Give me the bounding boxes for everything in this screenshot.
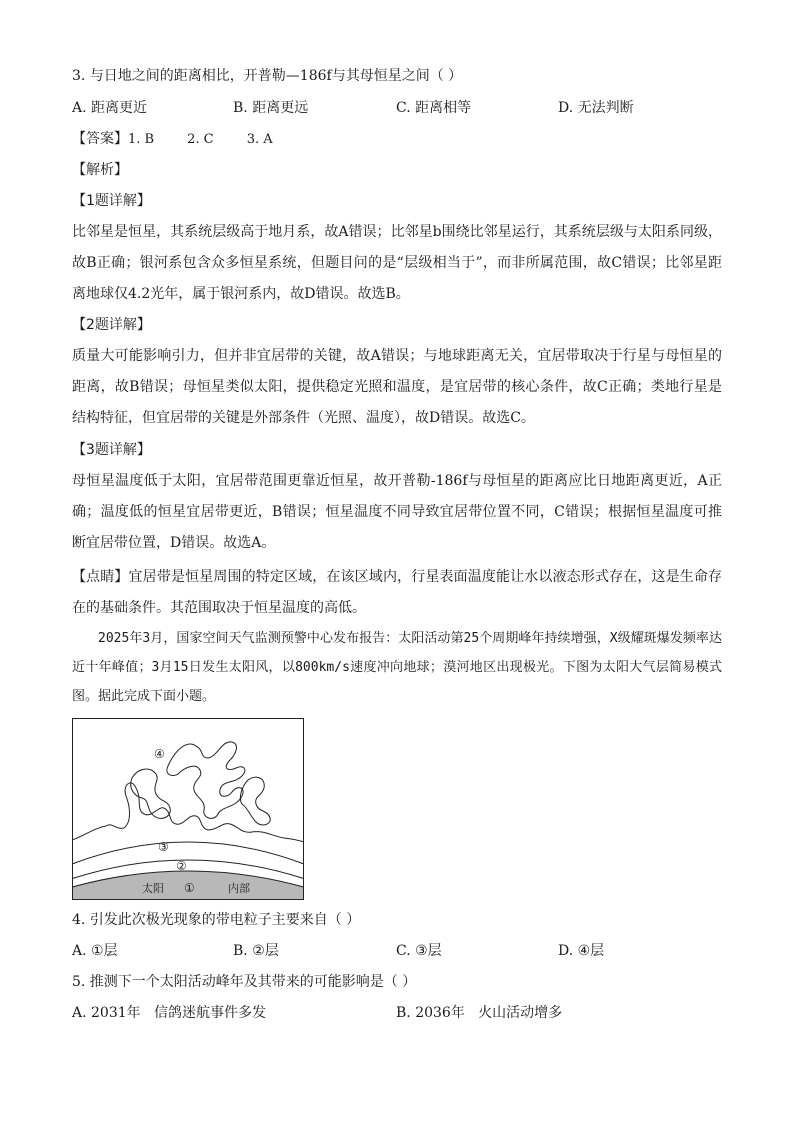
answer-label: 【答案】	[72, 131, 128, 147]
detail-1-text: 比邻星是恒星，其系统层级高于地月系，故A错误；比邻星b围绕比邻星运行，其系统层级与太阳系同级，故B正确；银河系包含众多恒星系统，但题目问的是“层级相当于”，而非所属范围，故C错误；比邻星距离地球仅4.2光年，属于银河系内，故D错误。故选B。	[72, 224, 722, 302]
q4-option-b: B. ②层	[233, 943, 279, 959]
q5-option-b: B. 2036年 火山活动增多	[396, 1005, 563, 1021]
detail-1-label: 【1题详解】	[72, 193, 151, 209]
tip-label: 【点睛】	[72, 569, 129, 585]
q5-option-a: A. 2031年 信鸽迷航事件多发	[72, 1005, 266, 1021]
material-text: 2025年3月，国家空间天气监测预警中心发布报告：太阳活动第25个周期峰年持续增强，X级耀斑爆发频率达近十年峰值；3月15日发生太阳风，以800km/s速度冲向地球；漠河地区出现极光。下图为太阳大气层简易模式图。据此完成下面小题。	[72, 631, 722, 704]
layer-3-label: ③	[158, 840, 169, 854]
detail-2-label: 【2题详解】	[72, 317, 151, 333]
analysis-label: 【解析】	[72, 162, 128, 178]
q3-option-b: B. 距离更远	[233, 100, 309, 116]
layer-1-label: ①	[184, 881, 195, 895]
tip-text: 宜居带是恒星周围的特定区域，在该区域内，行星表面温度能让水以液态形式存在，这是生命存在的基础条件。其范围取决于恒星温度的高低。	[72, 569, 723, 616]
tip-block	[72, 562, 722, 624]
detail-3-text: 母恒星温度低于太阳，宜居带范围更靠近恒星，故开普勒-186f与母恒星的距离应比日地距离更近，A正确；温度低的恒星宜居带更近，B错误；恒星温度不同导致宜居带位置不同，C错误；根据恒星温度可推断宜居带位置，D错误。故选A。	[72, 473, 722, 551]
q4-option-d: D. ④层	[558, 943, 605, 959]
detail-2-text: 质量大可能影响引力，但并非宜居带的关键，故A错误；与地球距离无关，宜居带取决于行星与母恒星的距离，故B错误；母恒星类似太阳，提供稳定光照和温度，是宜居带的核心条件，故C正确；类地行星是结构特征，但宜居带的关键是外部条件（光照、温度），故D错误。故选C。	[72, 348, 722, 426]
q5-stem: 5. 推测下一个太阳活动峰年及其带来的可能影响是（ ）	[72, 974, 417, 990]
layer-4-label: ④	[154, 747, 165, 761]
q4-option-c: C. ③层	[396, 943, 442, 959]
solar-atmosphere-figure	[72, 718, 304, 900]
layer-2-label: ②	[176, 859, 187, 873]
sun-label: 太阳	[142, 882, 164, 895]
q3-option-c: C. 距离相等	[396, 100, 472, 116]
q3-option-a: A. 距离更近	[72, 100, 148, 116]
q4-stem: 4. 引发此次极光现象的带电粒子主要来自（ ）	[72, 912, 361, 928]
q3-option-d: D. 无法判断	[558, 100, 634, 116]
answer-line	[72, 129, 273, 150]
inner-label: 内部	[228, 882, 250, 895]
q4-option-a: A. ①层	[72, 943, 118, 959]
detail-3-label: 【3题详解】	[72, 442, 151, 458]
solar-atmosphere-diagram	[72, 718, 304, 900]
q3-stem: 3. 与日地之间的距离相比，开普勒—186f与其母恒星之间（ ）	[72, 68, 463, 84]
answer-values: 1. B 2. C 3. A	[128, 132, 273, 147]
